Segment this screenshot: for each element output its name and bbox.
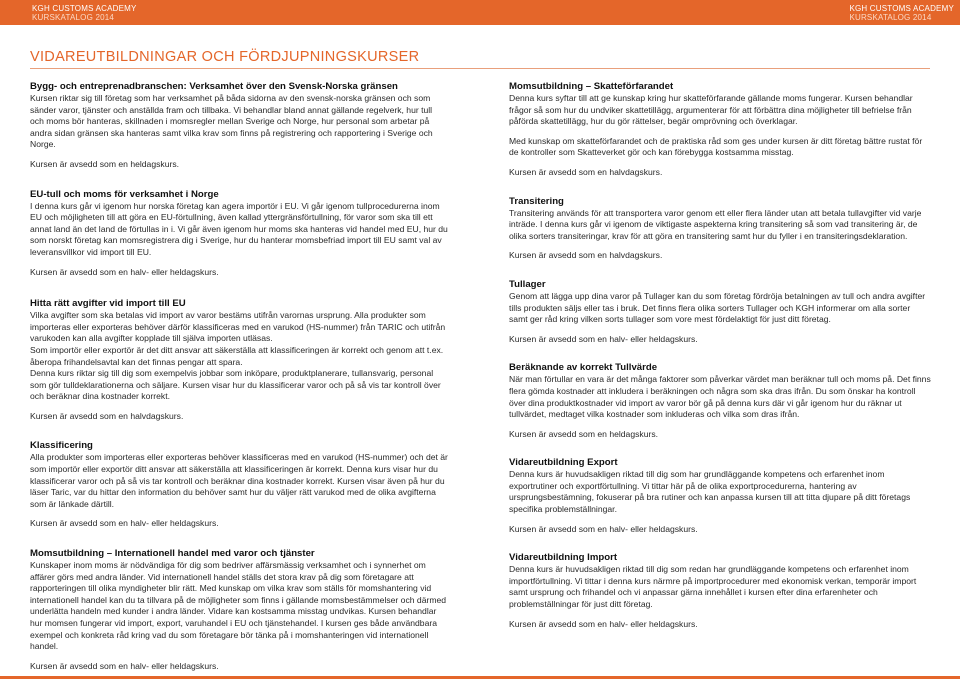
- course-section: [509, 362, 931, 440]
- catalog-label-right: KURSKATALOG 2014: [849, 13, 932, 22]
- course-section: [30, 440, 448, 530]
- course-duration-note: Kursen är avsedd som en halvdagskurs.: [509, 250, 663, 261]
- course-title: Transitering: [509, 195, 564, 207]
- course-description: Med kunskap om skatteförfarandet och de praktiska råd som ges under kursen är ditt företag bättre rustat för de kontroller som Skatteverket gör och kan förebygga kostsamma misstag.: [509, 135, 923, 158]
- course-section: [30, 298, 448, 422]
- course-description: Transitering används för att transportera varor genom ett eller flera länder utan att betala tullavgifter vid varje inträde. I denna kurs går vi igenom de viktigaste aspekterna kring transitering så som vad transitering är, de olika sorters transiteringar, krav för att göra en transitering samt hur du fyller i en transiteringsdeklaration.: [509, 207, 922, 241]
- course-description: Vilka avgifter som ska betalas vid import av varor bestäms utifrån varornas ursprung. Alla produkter som importeras eller exporteras behöver därför klassificeras med en varukod (HS-nummer) från TARIC och utifrån varukoden kan alla avgifter kopplade till själva importen utläsas.: [30, 310, 446, 344]
- course-section: [509, 552, 931, 630]
- brand-name-right: KGH CUSTOMS ACADEMY: [849, 4, 954, 13]
- left-column: [30, 81, 448, 672]
- course-title: Vidareutbildning Import: [509, 552, 618, 564]
- course-duration-note: Kursen är avsedd som en halv- eller heldagskurs.: [509, 618, 698, 629]
- course-title: Klassificering: [30, 440, 93, 452]
- page-title: VIDAREUTBILDNINGAR OCH FÖRDJUPNINGSKURSER: [30, 49, 420, 65]
- course-section: [30, 548, 448, 672]
- course-description: Kursen riktar sig till företag som har verksamhet på båda sidorna av den svensk-norska gränsen och som sänder varor, tjänster och anställda fram och tillbaka. Vi behandlar bland annat gällande regelverk, hur tull och moms bör hanteras, skillnaden i momsregler mellan Sverige och Norge, hur personal som arbetar på andra sidan gränsen ska hanteras samt vilka krav som finns på registrering och rapportering i Sverige och Norge.: [30, 93, 433, 150]
- course-description: Som importör eller exportör är det ditt ansvar att säkerställa att klassificeringen är korrekt och genom att t.ex. åberopa frihandelsavtal kan det finnas pengar att spara.: [30, 344, 444, 367]
- course-duration-note: Kursen är avsedd som en halv- eller heldagskurs.: [30, 660, 219, 671]
- course-duration-note: Kursen är avsedd som en heldagskurs.: [509, 428, 659, 439]
- course-section: [509, 457, 931, 535]
- course-title: Vidareutbildning Export: [509, 457, 618, 469]
- course-description: Genom att lägga upp dina varor på Tullager kan du som företag fördröja betalningen av tull och andra avgifter tills produkten säljs eller tas i bruk. Det finns flera olika sorters Tullager och KGH informerar om alla sorter samt ger råd kring vilken sorts tullager som vore mest fördelaktigt för just ditt företag.: [509, 290, 926, 325]
- right-column: [509, 81, 931, 647]
- brand-left: [32, 4, 137, 22]
- course-description: Denna kurs är huvudsakligen riktad till dig som redan har grundläggande kompetens och erfarenhet inom importförtullning. Vi tittar i denna kurs närmre på importprocedurer med ekonomisk verkan, temporär import samt ursprung och frihandel och vi anpassar gärna innehållet i kursen efter dina erfarenheter och problemställningar för just ditt företag.: [509, 564, 917, 610]
- course-title: EU-tull och moms för verksamhet i Norge: [30, 188, 219, 200]
- brand-name: KGH CUSTOMS ACADEMY: [32, 4, 137, 13]
- course-title: Momsutbildning – Internationell handel med varor och tjänster: [30, 548, 315, 560]
- course-section: [509, 81, 931, 179]
- title-divider: [30, 68, 930, 69]
- course-duration-note: Kursen är avsedd som en halvdagskurs.: [509, 166, 663, 177]
- course-title: Bygg- och entreprenadbranschen: Verksamhet över den Svensk-Norska gränsen: [30, 81, 398, 92]
- course-title: Momsutbildning – Skatteförfarandet: [509, 81, 674, 92]
- course-duration-note: Kursen är avsedd som en halv- eller heldagskurs.: [509, 333, 698, 344]
- course-section: [509, 279, 931, 345]
- course-description: Denna kurs syftar till att ge kunskap kring hur skatteförfarande gällande moms fungerar. Kursen behandlar frågor så som hur du undviker skattetillägg, argumenterar för att förbättra dina möjligheter till befrielse från påförda skattetillägg, hur du gör rättelser, begär omprövning och överklagar.: [509, 93, 913, 127]
- course-duration-note: Kursen är avsedd som en halv- eller heldagskurs.: [30, 266, 219, 277]
- course-section: [509, 196, 931, 262]
- catalog-label: KURSKATALOG 2014: [32, 13, 115, 22]
- course-duration-note: Kursen är avsedd som en halv- eller heldagskurs.: [509, 523, 698, 534]
- course-duration-note: Kursen är avsedd som en halvdagskurs.: [30, 410, 184, 421]
- course-description: Alla produkter som importeras eller exporteras behöver klassificeras med en varukod (HS-nummer) och det är som importör eller exportör ditt ansvar att säkerställa att klassificeringen är korrekt. Denna kurs visar hur du klassificerar varor och på så vis tar kontroll och beräknar dina kostnader korrekt. Kursen visar även på hur du läser Taric, var du hittar den information du behöver samt hur du väljer rätt varukod med de olika avgifterna som är länkade därtill.: [30, 452, 448, 509]
- brand-right: [849, 4, 954, 22]
- header-bar: [0, 0, 960, 25]
- course-title: Hitta rätt avgifter vid import till EU: [30, 298, 186, 310]
- course-description: Denna kurs är huvudsakligen riktad till dig som har grundläggande kompetens och erfarenhet inom exportrutiner och exportförtullning. Vi tittar här på de olika exportprocedurerna, hantering av ursprungsbestämning, fokuserar på bra rutiner och kan anpassa kursen till att titta djupare på ditt företags specifika problemställningar.: [509, 469, 911, 515]
- course-duration-note: Kursen är avsedd som en halv- eller heldagskurs.: [30, 518, 219, 529]
- course-section: [30, 189, 448, 279]
- course-description: Denna kurs riktar sig till dig som exempelvis jobbar som inköpare, produktplanerare, tullansvarig, personal som gör tulldeklarationerna och säljare. Kursen visar hur du klassificerar varor och på så vis tar kontroll över och beräknar dina kostnader korrekt.: [30, 368, 441, 402]
- course-duration-note: Kursen är avsedd som en heldagskurs.: [30, 158, 180, 169]
- course-description: Kunskaper inom moms är nödvändiga för dig som bedriver affärsmässig verksamhet och i synnerhet om affärer görs med andra länder. Vid internationell handel ställs det stora krav på dig som företagare att rapporteringen till olika myndigheter blir rätt. Med kunskap om vilka krav som ställs för momshantering vid internationell handel kan du ta tillvara på de möjligheter som finns i gällande momsbestämmelser och därmed underlätta handeln med kunder i andra länder. Vidare kan kostsamma misstag undvikas. Kursen behandlar hur momsen fungerar vid import, export, varuhandel i EU och tjänstehandel. I kursen ges både användbara exempel och konkreta råd kring vad du som företagare bör tänka på i momshanteringen vid internationell handel.: [30, 560, 447, 652]
- course-section: [30, 81, 448, 171]
- course-description: I denna kurs går vi igenom hur norska företag kan agera importör i EU. Vi går igenom tullprocedurerna inom EU och möjligheten till att göra en EU-förtullning, även kallad yttergränsförtullning, för varor som ska till ett annat land än det land de förtullas in i. Vi går även igenom hur moms ska hanteras vid handel med EU, hur du som norskt företag kan momsregistrera dig i Sverige, hur du hanterar momsbefriad import till EU samt val av leveransvillkor vid import till EU.: [30, 200, 448, 257]
- course-title: Tullager: [509, 278, 546, 290]
- course-description: När man förtullar en vara är det många faktorer som påverkar värdet man beräknar tull och moms på. Det finns flera gömda kostnader att inkludera i beräkningen och några som ska dras ifrån. Du som önskar ha kontroll över dina produktkostnader vid import av varor bör gå på denna kurs där vi går igenom hur du räknar ut tullvärdet, medtaget vilka kostnader som inkluderas och vilka som dras ifrån.: [509, 374, 931, 420]
- course-title: Beräknande av korrekt Tullvärde: [509, 362, 658, 374]
